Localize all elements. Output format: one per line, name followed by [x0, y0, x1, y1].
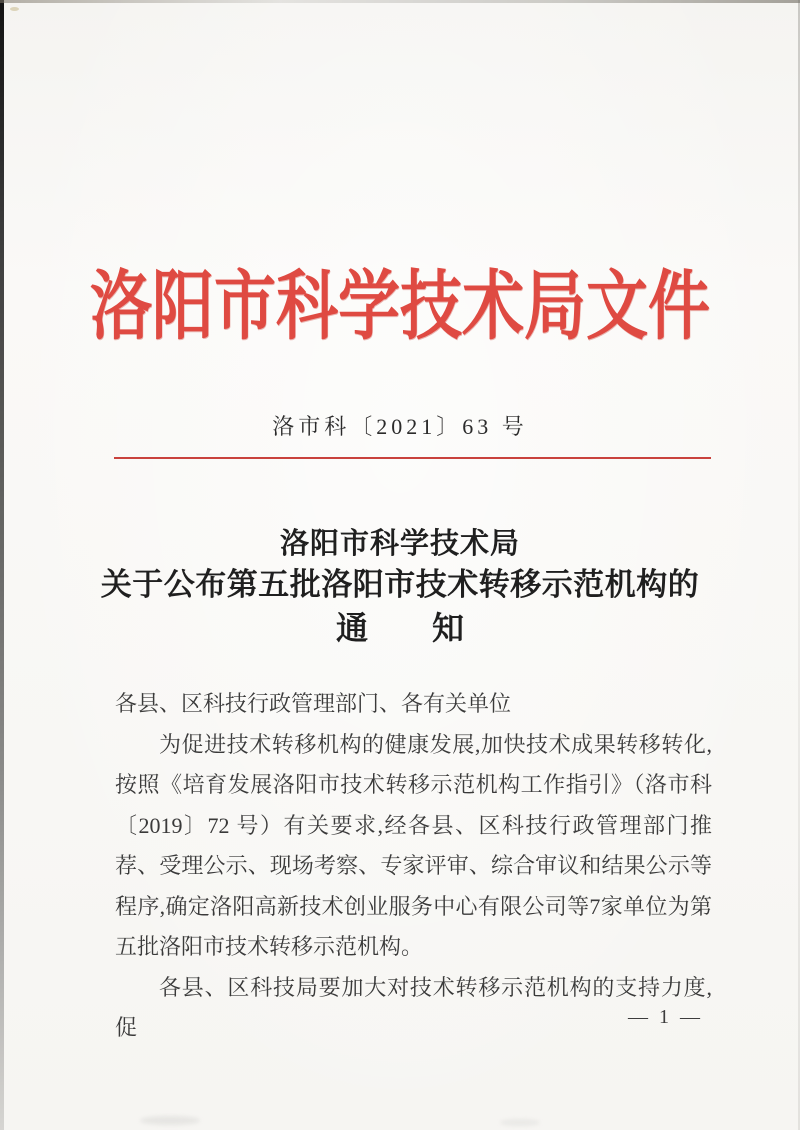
scan-corner-mark: [10, 7, 19, 11]
scan-smudge: [140, 1116, 200, 1125]
letterhead-title: 洛阳市科学技术局文件: [89, 266, 710, 350]
salutation-line: 各县、区科技行政管理部门、各有关单位: [115, 691, 512, 716]
body-paragraph-1: 为促进技术转移机构的健康发展,加快技术成果转移转化,按照《培育发展洛阳市技术转移示范机构工作指引》（洛市科〔2019〕72 号）有关要求,经各县、区科技行政管理部门推荐、受理公示、现场考察、专家评审、综合审议和结果公示等程序,确定洛阳高新技术创业服务中心有限公司等7家单位为第五批洛阳市技术转移示范机构。: [115, 731, 712, 959]
notice-title-agency: 洛阳市科学技术局: [279, 528, 520, 560]
notice-title-type: 通 知: [335, 610, 464, 646]
red-divider-line: [114, 457, 711, 459]
notice-title-block: [0, 524, 800, 651]
document-number: 洛市科〔2021〕63 号: [272, 414, 528, 439]
body-paragraph-2: 各县、区科技局要加大对技术转移示范机构的支持力度,促: [115, 974, 712, 1040]
page-number: — 1 —: [628, 1006, 703, 1028]
notice-title-subject: 关于公布第五批洛阳市技术转移示范机构的: [100, 567, 700, 602]
scan-edge-top: [0, 0, 800, 3]
document-body: [115, 684, 712, 1049]
scan-smudge: [500, 1119, 540, 1126]
